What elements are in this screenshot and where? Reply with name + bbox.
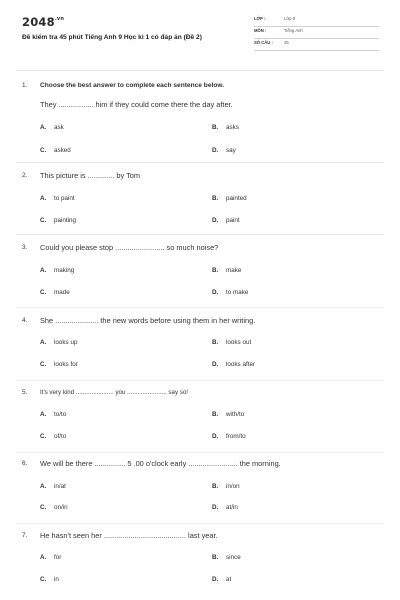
question-number: 3.: [22, 244, 28, 251]
option-c[interactable]: [40, 217, 76, 224]
meta-row-subject: [254, 28, 379, 39]
option-b[interactable]: [212, 267, 241, 274]
option-d[interactable]: [212, 361, 255, 368]
option-letter: B.: [212, 124, 219, 131]
option-text: of/to: [54, 433, 67, 440]
option-c[interactable]: [40, 504, 68, 511]
option-text: looks out: [226, 339, 252, 346]
option-text: making: [54, 267, 75, 274]
option-d[interactable]: [212, 217, 240, 224]
option-letter: C.: [40, 147, 47, 154]
meta-row-count: [254, 40, 379, 51]
question-text: This picture is ............. by Tom: [40, 171, 141, 180]
site-logo[interactable]: [22, 15, 64, 29]
option-text: in/at: [54, 483, 66, 490]
question-number: 7.: [22, 532, 28, 539]
option-text: in/on: [226, 483, 240, 490]
option-b[interactable]: [212, 411, 244, 418]
option-letter: A.: [40, 267, 47, 274]
option-text: painted: [226, 195, 247, 202]
option-text: for: [54, 554, 62, 561]
option-text: to/to: [54, 411, 67, 418]
question-text: She ..................... the new words before using them in her writing.: [40, 316, 256, 325]
option-letter: B.: [212, 195, 219, 202]
option-letter: C.: [40, 576, 47, 583]
logo-text: 2048: [22, 15, 55, 29]
option-letter: A.: [40, 124, 47, 131]
question-text: Could you please stop ........................ so much noise?: [40, 243, 219, 252]
option-text: made: [54, 289, 70, 296]
question-separator: [16, 234, 384, 235]
option-b[interactable]: [212, 483, 240, 490]
option-a[interactable]: [40, 411, 66, 418]
option-a[interactable]: [40, 267, 74, 274]
option-a[interactable]: [40, 339, 77, 346]
question-number: 6.: [22, 460, 28, 467]
option-text: looks up: [54, 339, 78, 346]
option-d[interactable]: [212, 433, 246, 440]
option-d[interactable]: [212, 147, 236, 154]
option-text: looks for: [54, 361, 78, 368]
page-header: [0, 0, 400, 70]
option-c[interactable]: [40, 576, 59, 583]
option-text: on/in: [54, 504, 68, 511]
meta-label: MÔN :: [254, 28, 267, 33]
option-a[interactable]: [40, 483, 66, 490]
option-b[interactable]: [212, 554, 241, 561]
option-text: make: [226, 267, 242, 274]
option-letter: A.: [40, 339, 47, 346]
option-text: from/to: [226, 433, 246, 440]
option-letter: A.: [40, 411, 47, 418]
option-letter: A.: [40, 483, 47, 490]
option-c[interactable]: [40, 433, 66, 440]
question-number: 5.: [22, 389, 28, 396]
question-number: 1.: [22, 82, 28, 89]
question-text: They ................. him if they could come there the day after.: [40, 100, 233, 109]
option-letter: B.: [212, 483, 219, 490]
exam-title: Đề kiểm tra 45 phút Tiếng Anh 9 Học kì 1 có đáp án (Đề 2): [22, 34, 202, 41]
option-letter: B.: [212, 554, 219, 561]
option-letter: D.: [212, 217, 219, 224]
option-letter: D.: [212, 576, 219, 583]
option-a[interactable]: [40, 124, 64, 131]
option-letter: C.: [40, 504, 47, 511]
instruction-text: Choose the best answer to complete each sentence below.: [40, 82, 225, 89]
question-number: 4.: [22, 317, 28, 324]
option-text: in: [54, 576, 59, 583]
question-separator: [16, 523, 384, 524]
option-b[interactable]: [212, 339, 251, 346]
option-text: to make: [226, 289, 249, 296]
option-c[interactable]: [40, 361, 78, 368]
meta-value: 25: [284, 40, 289, 45]
header-divider: [16, 70, 384, 71]
question-separator: [16, 162, 384, 163]
option-text: at/in: [226, 504, 238, 511]
option-letter: B.: [212, 411, 219, 418]
option-text: to paint: [54, 195, 75, 202]
question-text: It's very kind ...................... you ....................... say so!: [40, 389, 189, 396]
option-b[interactable]: [212, 124, 239, 131]
option-letter: D.: [212, 289, 219, 296]
option-a[interactable]: [40, 554, 61, 561]
option-d[interactable]: [212, 504, 238, 511]
question-text: We will be there ............... 5 .00 o'clock early ........................ the morning.: [40, 459, 281, 468]
option-letter: C.: [40, 289, 47, 296]
meta-label: LỚP :: [254, 16, 266, 21]
question-text: He hasn't seen her ........................................ last year.: [40, 531, 218, 540]
option-letter: C.: [40, 217, 47, 224]
option-letter: B.: [212, 339, 219, 346]
option-text: painting: [54, 217, 77, 224]
option-c[interactable]: [40, 289, 70, 296]
option-text: asked: [54, 147, 71, 154]
question-separator: [16, 380, 384, 381]
option-letter: C.: [40, 433, 47, 440]
option-text: with/to: [226, 411, 245, 418]
question-number: 2.: [22, 172, 28, 179]
option-d[interactable]: [212, 576, 231, 583]
option-text: at: [226, 576, 232, 583]
option-letter: D.: [212, 361, 219, 368]
meta-label: SỐ CÂU :: [254, 40, 273, 45]
option-letter: D.: [212, 147, 219, 154]
meta-value: Lớp 9: [284, 16, 295, 21]
option-b[interactable]: [212, 195, 247, 202]
question-separator: [16, 452, 384, 453]
option-letter: B.: [212, 267, 219, 274]
option-text: looks after: [226, 361, 256, 368]
option-text: since: [226, 554, 241, 561]
option-text: paint: [226, 217, 240, 224]
question-separator: [16, 307, 384, 308]
option-d[interactable]: [212, 289, 248, 296]
option-letter: A.: [40, 195, 47, 202]
meta-value: Tiếng Anh: [284, 28, 303, 33]
option-text: asks: [226, 124, 239, 131]
option-letter: D.: [212, 433, 219, 440]
option-text: ask: [54, 124, 64, 131]
option-letter: C.: [40, 361, 47, 368]
option-a[interactable]: [40, 195, 75, 202]
option-c[interactable]: [40, 147, 71, 154]
meta-row-class: [254, 16, 379, 27]
option-letter: A.: [40, 554, 47, 561]
logo-tld: .vn: [54, 16, 65, 22]
option-letter: D.: [212, 504, 219, 511]
option-text: say: [226, 147, 236, 154]
